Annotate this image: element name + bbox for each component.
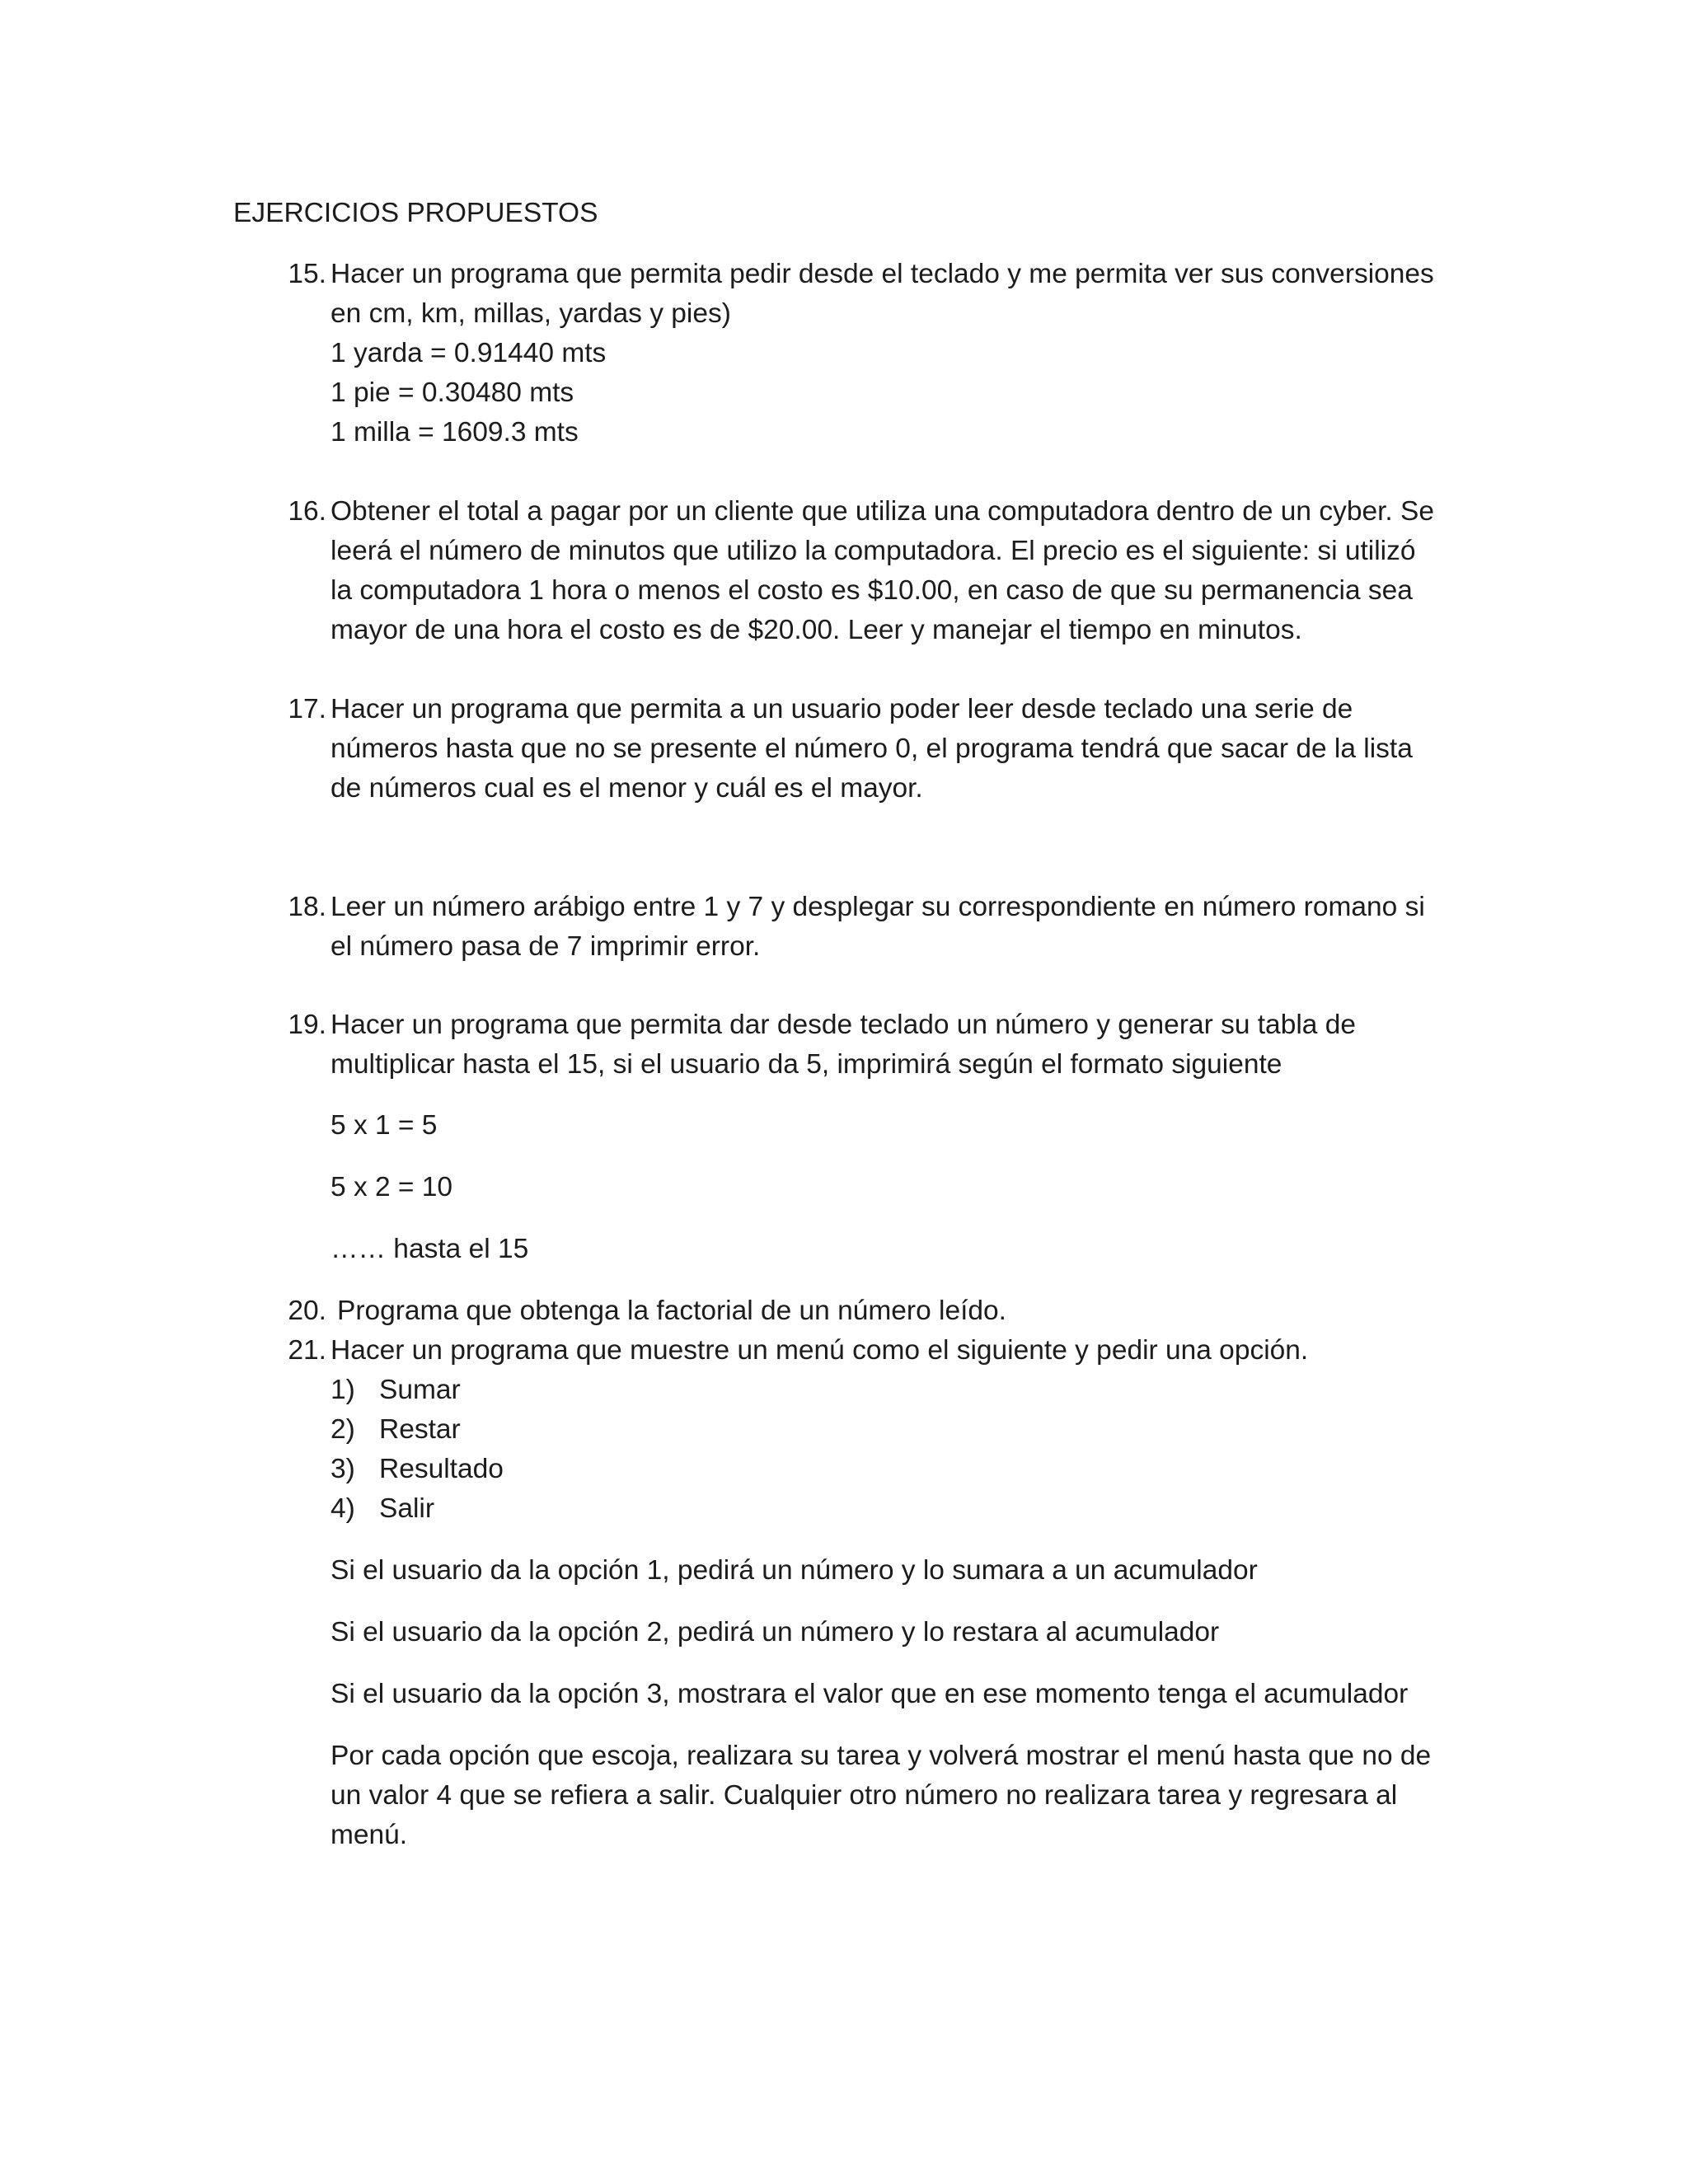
conversion-line: 1 yarda = 0.91440 mts xyxy=(331,338,607,368)
page-title: EJERCICIOS PROPUESTOS xyxy=(233,198,598,228)
closing-line: menú. xyxy=(331,1820,408,1850)
exercise-number: 19. xyxy=(288,1010,326,1040)
option-description: Si el usuario da la opción 2, pedirá un número y lo restara al acumulador xyxy=(331,1617,1220,1647)
exercise-line: el número pasa de 7 imprimir error. xyxy=(331,931,761,962)
example-line: 5 x 1 = 5 xyxy=(331,1110,438,1141)
menu-item-number: 2) xyxy=(331,1414,355,1445)
exercise-line: Hacer un programa que muestre un menú como el siguiente y pedir una opción. xyxy=(331,1335,1309,1366)
exercise-line: la computadora 1 hora o menos el costo es $10.00, en caso de que su permanencia sea xyxy=(331,575,1413,606)
exercise-line: mayor de una hora el costo es de $20.00. Leer y manejar el tiempo en minutos. xyxy=(331,615,1302,645)
exercise-number: 16. xyxy=(288,496,326,527)
menu-item-label: Restar xyxy=(379,1414,461,1445)
exercise-number: 20. xyxy=(288,1296,326,1326)
exercise-number: 21. xyxy=(288,1335,326,1366)
exercise-line: Leer un número arábigo entre 1 y 7 y desplegar su correspondiente en número romano si xyxy=(331,892,1425,922)
conversion-line: 1 milla = 1609.3 mts xyxy=(331,417,579,448)
exercise-line: de números cual es el menor y cuál es el mayor. xyxy=(331,773,923,804)
exercise-line: multiplicar hasta el 15, si el usuario da 5, imprimirá según el formato siguiente xyxy=(331,1049,1282,1080)
example-line: …… hasta el 15 xyxy=(331,1234,529,1264)
exercise-number: 15. xyxy=(288,259,326,289)
closing-line: Por cada opción que escoja, realizara su tarea y volverá mostrar el menú hasta que no de xyxy=(331,1741,1432,1771)
exercise-line: números hasta que no se presente el número 0, el programa tendrá que sacar de la lista xyxy=(331,733,1413,764)
exercise-line: Programa que obtenga la factorial de un número leído. xyxy=(337,1296,1006,1326)
exercise-line: Hacer un programa que permita dar desde teclado un número y generar su tabla de xyxy=(331,1010,1356,1040)
menu-item-number: 4) xyxy=(331,1493,355,1524)
menu-item-label: Resultado xyxy=(379,1454,504,1484)
option-description: Si el usuario da la opción 1, pedirá un número y lo sumara a un acumulador xyxy=(331,1555,1258,1586)
closing-line: un valor 4 que se refiera a salir. Cualquier otro número no realizara tarea y regresara al xyxy=(331,1780,1398,1811)
exercise-number: 17. xyxy=(288,694,326,724)
menu-item-number: 1) xyxy=(331,1375,355,1405)
example-line: 5 x 2 = 10 xyxy=(331,1172,453,1202)
conversion-line: 1 pie = 0.30480 mts xyxy=(331,377,574,408)
option-description: Si el usuario da la opción 3, mostrara el valor que en ese momento tenga el acumulador xyxy=(331,1679,1409,1709)
menu-item-number: 3) xyxy=(331,1454,355,1484)
exercise-line: en cm, km, millas, yardas y pies) xyxy=(331,298,731,329)
exercise-line: leerá el número de minutos que utilizo la computadora. El precio es el siguiente: si utilizó xyxy=(331,536,1416,566)
exercise-line: Hacer un programa que permita pedir desde el teclado y me permita ver sus conversiones xyxy=(331,259,1434,289)
exercise-line: Obtener el total a pagar por un cliente que utiliza una computadora dentro de un cyber. Se xyxy=(331,496,1435,527)
exercise-line: Hacer un programa que permita a un usuario poder leer desde teclado una serie de xyxy=(331,694,1353,724)
exercise-number: 18. xyxy=(288,892,326,922)
menu-item-label: Salir xyxy=(379,1493,435,1524)
menu-item-label: Sumar xyxy=(379,1375,461,1405)
